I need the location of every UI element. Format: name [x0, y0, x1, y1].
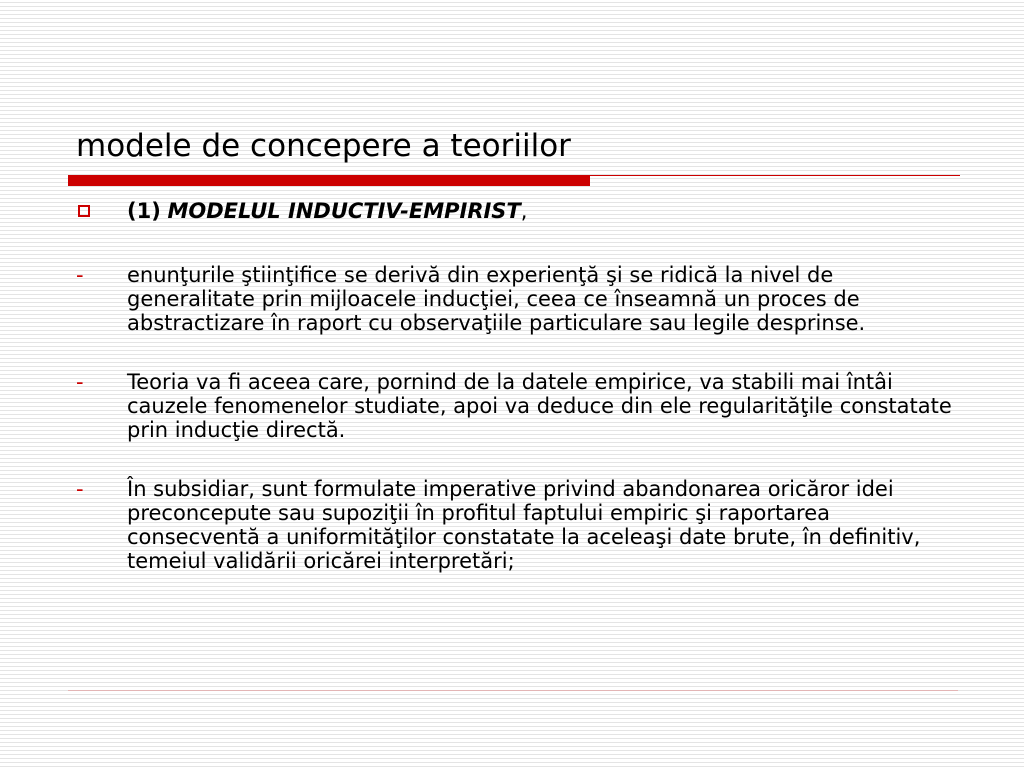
- paragraph-text: Teoria va fi aceea care, pornind de la datele empirice, va stabili mai întâi cauzele fenomenelor studiate, apoi va deduce din ele regularităţile constatate prin inducţie directă.: [127, 370, 952, 442]
- slide-title: modele de concepere a teoriilor: [76, 128, 571, 164]
- footer-divider: [68, 690, 958, 691]
- dash-bullet-marker: -: [76, 370, 84, 394]
- model-heading: [76, 197, 964, 225]
- model-heading-suffix: ,: [520, 199, 528, 223]
- paragraph-text: enunţurile ştiinţifice se derivă din experienţă şi se ridică la nivel de generalitate prin mijloacele inducţiei, ceea ce înseamnă un proces de abstractizare în raport cu observaţiile particulare sau legile desprinse.: [127, 263, 866, 335]
- slide-body: [76, 197, 964, 608]
- paragraph-item-2: [76, 370, 964, 442]
- paragraph-text: În subsidiar, sunt formulate imperative privind abandonarea oricăror idei preconcepute sau supoziţii în profitul faptului empiric şi raportarea consecventă a uniformităţilor constatate la aceleaşi date brute, în definitiv, temeiul validării oricărei interpretări;: [127, 477, 921, 573]
- model-name: MODELUL INDUCTIV-EMPIRIST: [167, 199, 521, 223]
- paragraph-item-1: [76, 263, 964, 335]
- dash-bullet-marker: -: [76, 263, 84, 287]
- paragraph-item-3: [76, 477, 964, 573]
- dash-bullet-marker: -: [76, 477, 84, 501]
- title-underline-bar: [68, 176, 590, 186]
- model-number: (1): [127, 199, 161, 223]
- hollow-square-bullet-icon: [78, 205, 90, 217]
